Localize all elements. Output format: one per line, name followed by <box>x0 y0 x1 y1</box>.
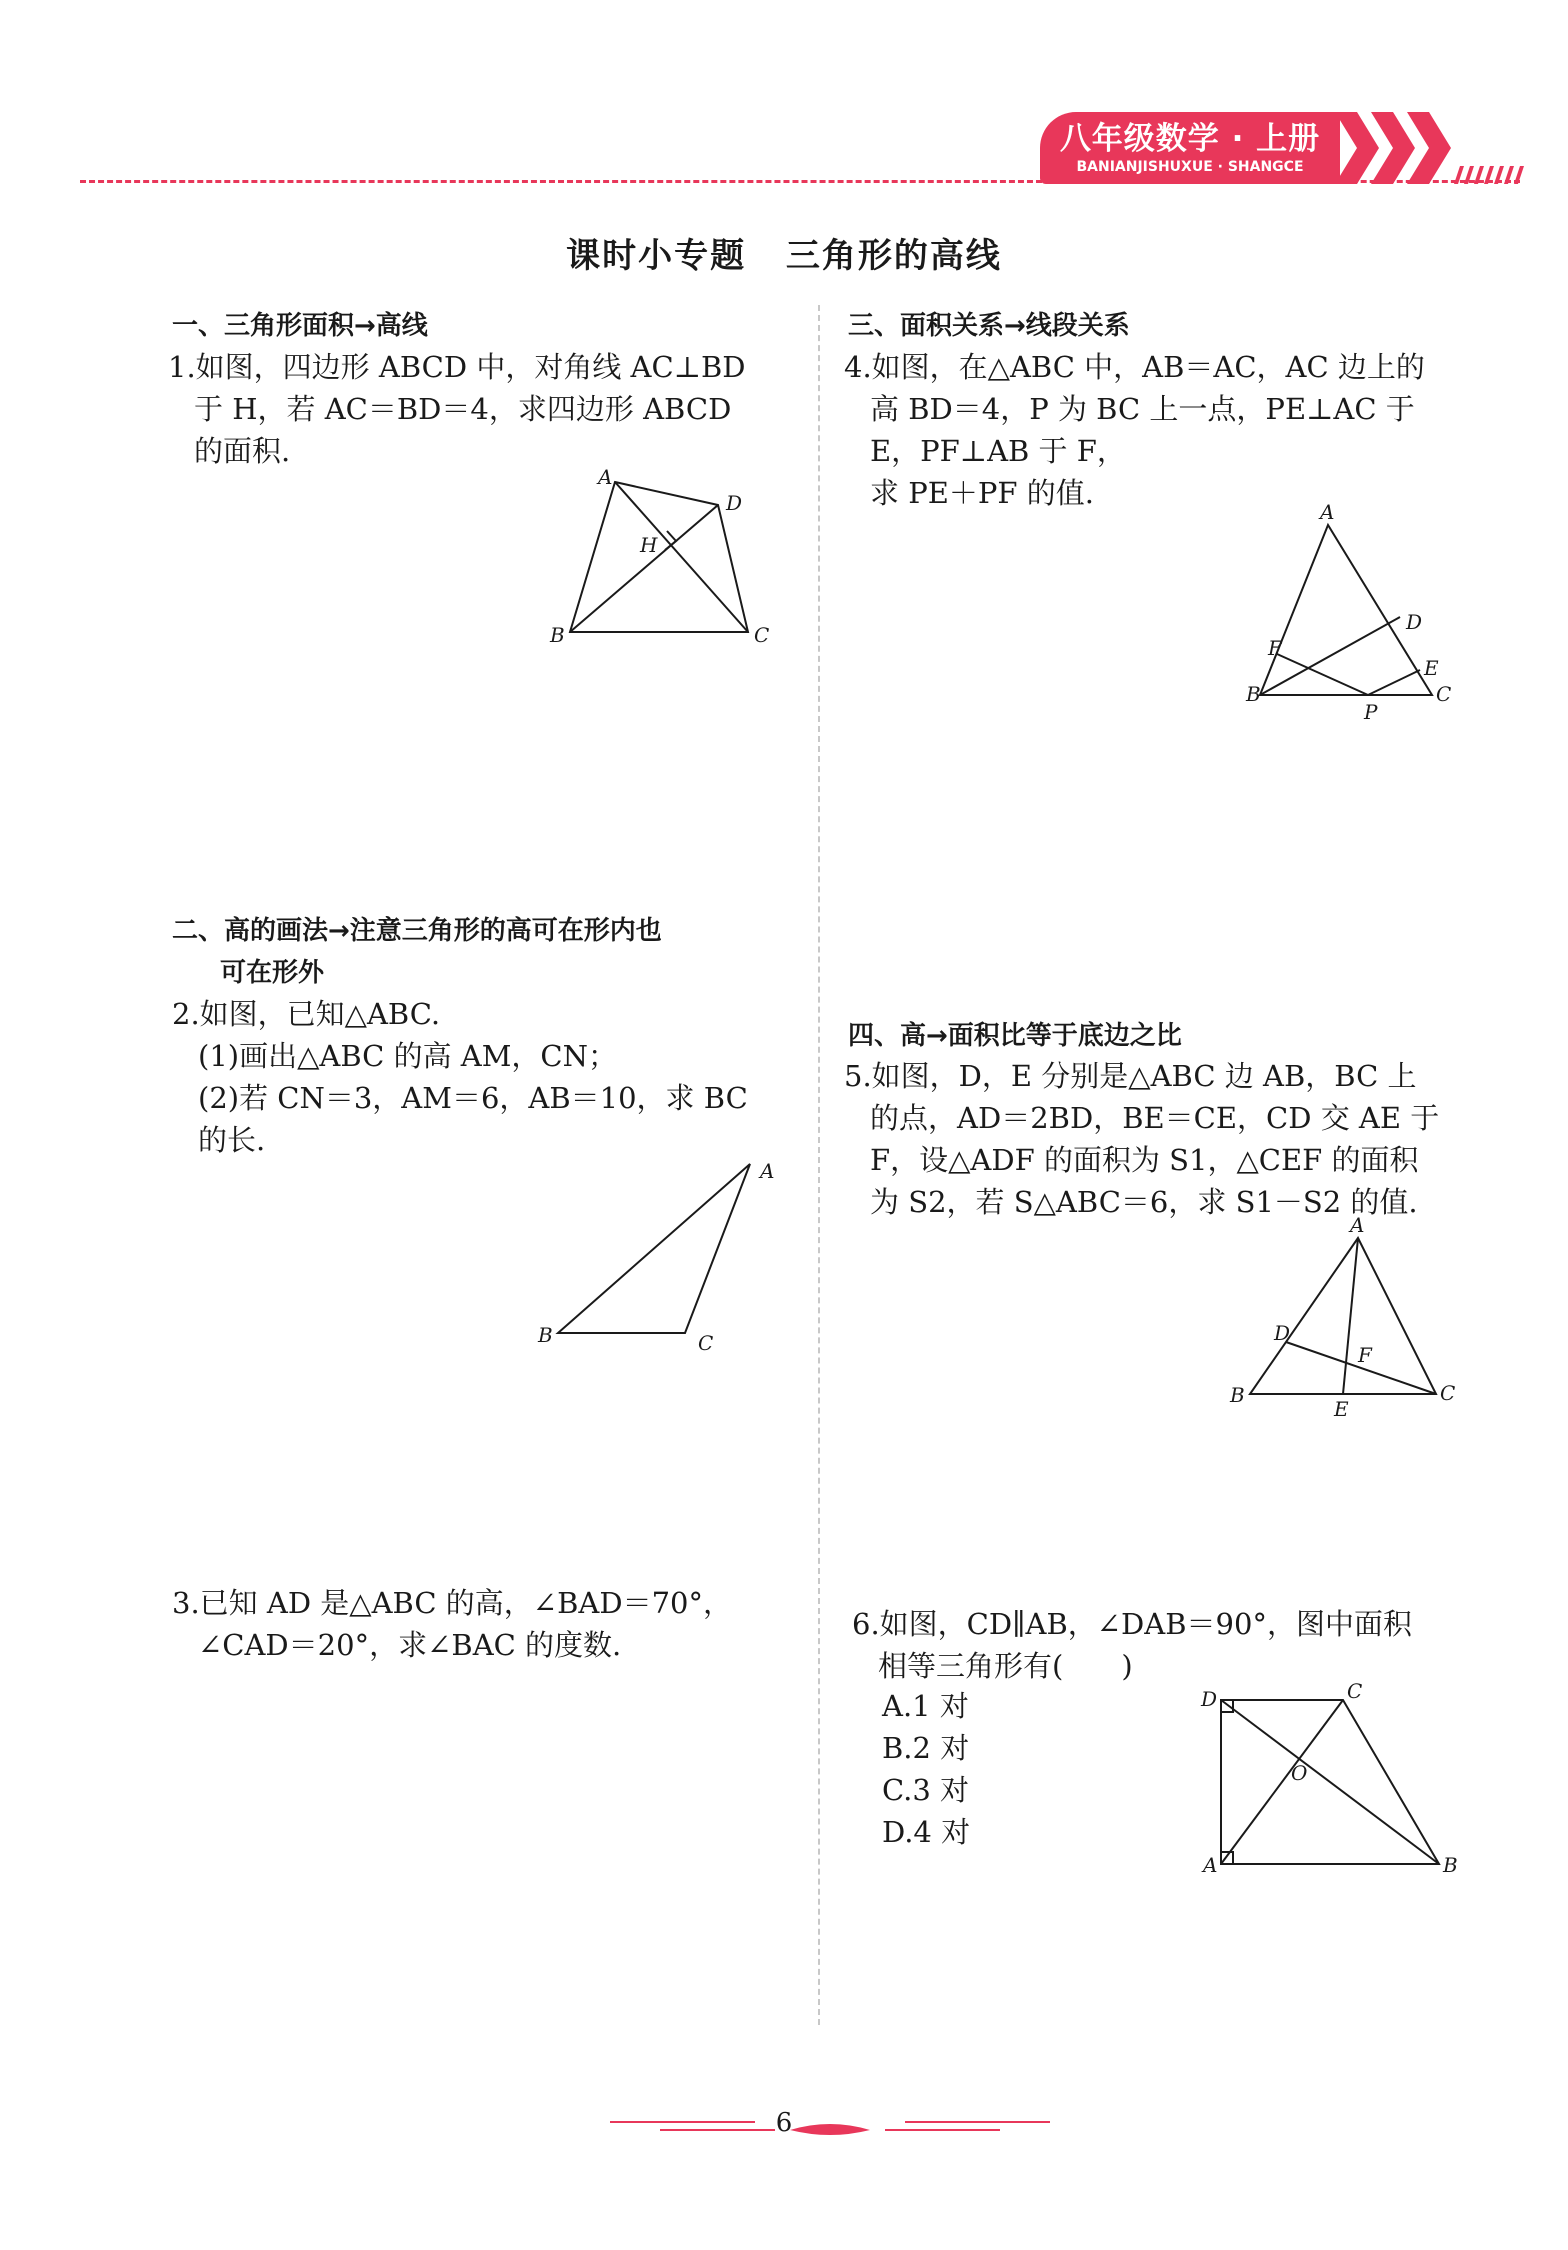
fig5-label-f: F <box>1358 1343 1372 1367</box>
chevron-arrows-icon <box>1335 112 1455 184</box>
page-number: 6 <box>775 2108 793 2138</box>
fig5-label-e: E <box>1334 1397 1349 1421</box>
question-1-line-3: 的面积. <box>194 434 291 468</box>
fig6-label-b: B <box>1443 1853 1458 1877</box>
question-4-line-4: 求 PE＋PF 的值. <box>870 476 1094 510</box>
question-6-options <box>882 1685 970 1853</box>
fig2-label-a: A <box>760 1159 775 1183</box>
question-5-line-1: 5.如图，D，E 分别是△ABC 边 AB，BC 上 <box>844 1059 1417 1093</box>
fig4-label-b: B <box>1246 682 1261 706</box>
fig1-label-b: B <box>550 623 565 647</box>
fig5-label-b: B <box>1230 1383 1245 1407</box>
question-4-line-2: 高 BD＝4，P 为 BC 上一点，PE⊥AC 于 <box>870 392 1415 426</box>
question-2-line-1: 2.如图，已知△ABC. <box>172 997 441 1031</box>
question-4 <box>844 346 1484 514</box>
section-heading-2-cont: 可在形外 <box>220 958 325 988</box>
question-3-line-1: 3.已知 AD 是△ABC 的高，∠BAD＝70°， <box>172 1586 733 1620</box>
question-2 <box>172 993 792 1161</box>
question-5 <box>844 1055 1484 1223</box>
figure-isosceles-triangle <box>1240 500 1460 730</box>
fig6-label-o: O <box>1291 1761 1308 1785</box>
question-1-line-1: 1.如图，四边形 ABCD 中，对角线 AC⊥BD <box>168 350 746 384</box>
fig6-label-d: D <box>1201 1687 1218 1711</box>
fig5-label-d: D <box>1274 1321 1291 1345</box>
figure-triangle-with-cevians <box>1222 1213 1462 1421</box>
fig4-label-a: A <box>1320 500 1335 524</box>
figure-quadrilateral-abcd <box>540 465 800 650</box>
question-3 <box>172 1582 792 1666</box>
fig5-label-a: A <box>1350 1213 1365 1237</box>
fig4-label-d: D <box>1406 610 1423 634</box>
question-6 <box>852 1603 1472 1687</box>
section-heading-1: 一、三角形面积→高线 <box>172 311 428 341</box>
header-subtitle: BANIANJISHUXUE · SHANGCE <box>1076 159 1304 175</box>
fig2-label-c: C <box>698 1331 714 1355</box>
fig4-label-c: C <box>1436 682 1452 706</box>
fig6-label-c: C <box>1347 1679 1363 1703</box>
question-2-line-2: (1)画出△ABC 的高 AM，CN； <box>198 1039 617 1073</box>
fig4-label-p: P <box>1364 700 1378 724</box>
header-title: 八年级数学 · 上册 <box>1059 121 1321 157</box>
question-5-line-3: F，设△ADF 的面积为 S1，△CEF 的面积 <box>870 1143 1419 1177</box>
fig4-label-e: E <box>1424 656 1439 680</box>
option-a: A.1 对 <box>882 1689 969 1723</box>
question-2-line-4: 的长. <box>198 1123 266 1157</box>
question-5-line-2: 的点，AD＝2BD，BE＝CE，CD 交 AE 于 <box>870 1101 1440 1135</box>
figure-right-trapezoid <box>1195 1680 1475 1880</box>
fig6-label-a: A <box>1203 1853 1218 1877</box>
figure-triangle-abc-obtuse <box>530 1150 790 1360</box>
fig5-label-c: C <box>1440 1381 1456 1405</box>
fig1-label-h: H <box>640 533 658 557</box>
question-3-line-2: ∠CAD＝20°，求∠BAC 的度数. <box>198 1628 622 1662</box>
fig2-label-b: B <box>538 1323 553 1347</box>
section-heading-2: 二、高的画法→注意三角形的高可在形内也 <box>172 916 662 946</box>
column-divider <box>818 305 820 2025</box>
section-heading-4: 四、高→面积比等于底边之比 <box>848 1021 1182 1051</box>
question-6-line-1: 6.如图，CD∥AB，∠DAB＝90°，图中面积 <box>852 1607 1412 1641</box>
stripes-decoration-icon <box>1450 166 1530 184</box>
question-4-line-3: E，PF⊥AB 于 F， <box>870 434 1126 468</box>
footer-ornament-icon <box>600 2100 1060 2140</box>
question-6-line-2: 相等三角形有( ) <box>878 1649 1133 1683</box>
fig4-label-f: F <box>1268 636 1282 660</box>
fig1-label-d: D <box>726 491 743 515</box>
question-1-line-2: 于 H，若 AC＝BD＝4，求四边形 ABCD <box>194 392 732 426</box>
option-b: B.2 对 <box>882 1731 970 1765</box>
fig1-label-a: A <box>598 465 613 489</box>
question-5-line-4: 为 S2，若 S△ABC＝6，求 S1－S2 的值. <box>870 1185 1418 1219</box>
section-heading-3: 三、面积关系→线段关系 <box>848 311 1130 341</box>
question-2-line-3: (2)若 CN＝3，AM＝6，AB＝10，求 BC <box>198 1081 748 1115</box>
page-title: 课时小专题 三角形的高线 <box>566 236 1002 276</box>
question-4-line-1: 4.如图，在△ABC 中，AB＝AC，AC 边上的 <box>844 350 1425 384</box>
fig1-label-c: C <box>754 623 770 647</box>
option-c: C.3 对 <box>882 1773 970 1807</box>
option-d: D.4 对 <box>882 1815 971 1849</box>
question-1 <box>168 346 788 472</box>
